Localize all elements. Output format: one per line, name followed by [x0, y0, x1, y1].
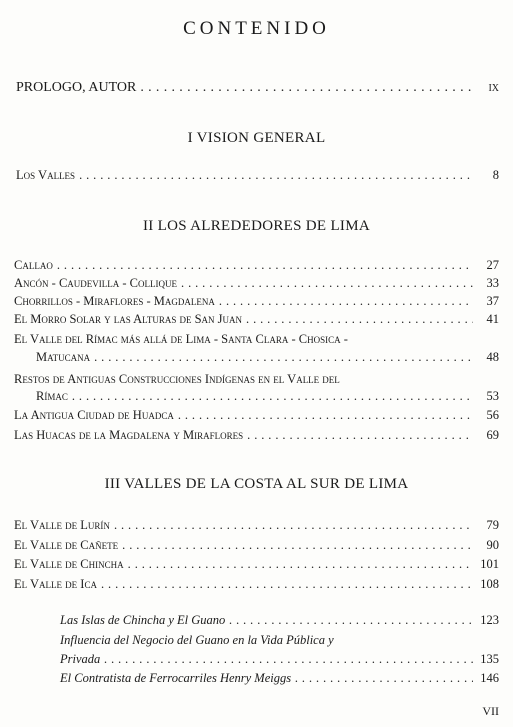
toc-page: 41 [486, 312, 499, 326]
toc-label: El Valle de Cañete [14, 538, 119, 552]
toc-label: PROLOGO, AUTOR [16, 80, 137, 95]
toc-entry[interactable] [14, 518, 499, 533]
dot-leader [114, 518, 473, 533]
toc-page: 123 [480, 613, 499, 627]
dot-leader [295, 671, 473, 686]
toc-label-continued: Privada [60, 652, 101, 666]
page-title: CONTENIDO [183, 18, 330, 39]
toc-page: 146 [480, 671, 499, 685]
toc-label: La Antigua Ciudad de Huadca [14, 408, 174, 422]
dot-leader [140, 80, 473, 96]
page-number: VII [482, 704, 499, 718]
toc-page: 33 [486, 276, 499, 290]
dot-leader [247, 428, 473, 443]
dot-leader [178, 408, 473, 423]
dot-leader [219, 294, 473, 309]
toc-entry-prologo[interactable] [16, 80, 499, 96]
toc-label-continued: Matucana [36, 350, 91, 364]
dot-leader [72, 389, 473, 404]
dot-leader [79, 168, 473, 183]
toc-label: El Contratista de Ferrocarriles Henry Meiggs [60, 671, 292, 685]
toc-label[interactable]: Influencia del Negocio del Guano en la Vida Pública y [60, 633, 334, 647]
toc-label: El Valle de Chincha [14, 557, 124, 571]
dot-leader [181, 276, 473, 291]
toc-label: Chorrillos - Miraflores - Magdalena [14, 294, 215, 308]
toc-label: Ancón - Caudevilla - Collique [14, 276, 178, 290]
toc-subentry[interactable] [60, 652, 499, 667]
toc-label: Los Valles [16, 168, 76, 182]
toc-label: El Valle de Lurín [14, 518, 110, 532]
toc-label[interactable]: El Valle del Rímac más allá de Lima - Santa Clara - Chosica - [14, 332, 348, 346]
toc-entry[interactable] [14, 428, 499, 443]
dot-leader [57, 258, 473, 273]
toc-label: El Valle de Ica [14, 577, 97, 591]
toc-label: Las Huacas de la Magdalena y Miraflores [14, 428, 244, 442]
toc-subentry[interactable] [60, 671, 499, 686]
dot-leader [229, 613, 473, 628]
toc-page: 53 [486, 389, 499, 403]
dot-leader [101, 577, 473, 592]
dot-leader [246, 312, 473, 327]
toc-page: 8 [492, 168, 499, 182]
toc-entry[interactable] [14, 294, 499, 309]
toc-label: Callao [14, 258, 53, 272]
toc-entry[interactable] [16, 168, 499, 183]
toc-entry[interactable] [14, 538, 499, 553]
toc-page: 101 [480, 557, 499, 571]
toc-entry[interactable] [36, 350, 499, 365]
toc-page: ix [488, 80, 499, 95]
toc-page: 56 [486, 408, 499, 422]
dot-leader [122, 538, 473, 553]
toc-subentry[interactable] [60, 613, 499, 628]
toc-entry[interactable] [14, 312, 499, 327]
toc-page: 79 [486, 518, 499, 532]
toc-page: 27 [486, 258, 499, 272]
dot-leader [104, 652, 473, 667]
toc-label: El Morro Solar y las Alturas de San Juan [14, 312, 243, 326]
toc-entry[interactable] [14, 276, 499, 291]
toc-page: 135 [480, 652, 499, 666]
toc-entry[interactable] [14, 577, 499, 592]
toc-label: Las Islas de Chincha y El Guano [60, 613, 226, 627]
toc-label[interactable]: Restos de Antiguas Construcciones Indígenas en el Valle del [14, 372, 340, 386]
section-heading-1: I VISION GENERAL [187, 130, 326, 146]
section-heading-3: III VALLES DE LA COSTA AL SUR DE LIMA [104, 476, 409, 492]
toc-entry[interactable] [14, 557, 499, 572]
toc-page: 90 [486, 538, 499, 552]
toc-entry[interactable] [14, 408, 499, 423]
section-heading-2: II LOS ALREDEDORES DE LIMA [143, 218, 370, 234]
dot-leader [94, 350, 473, 365]
toc-entry[interactable] [36, 389, 499, 404]
toc-label-continued: Rímac [36, 389, 68, 403]
toc-page: 108 [480, 577, 499, 591]
toc-entry[interactable] [14, 258, 499, 273]
toc-page: 69 [486, 428, 499, 442]
toc-page: 37 [486, 294, 499, 308]
dot-leader [128, 557, 473, 572]
toc-page: 48 [486, 350, 499, 364]
